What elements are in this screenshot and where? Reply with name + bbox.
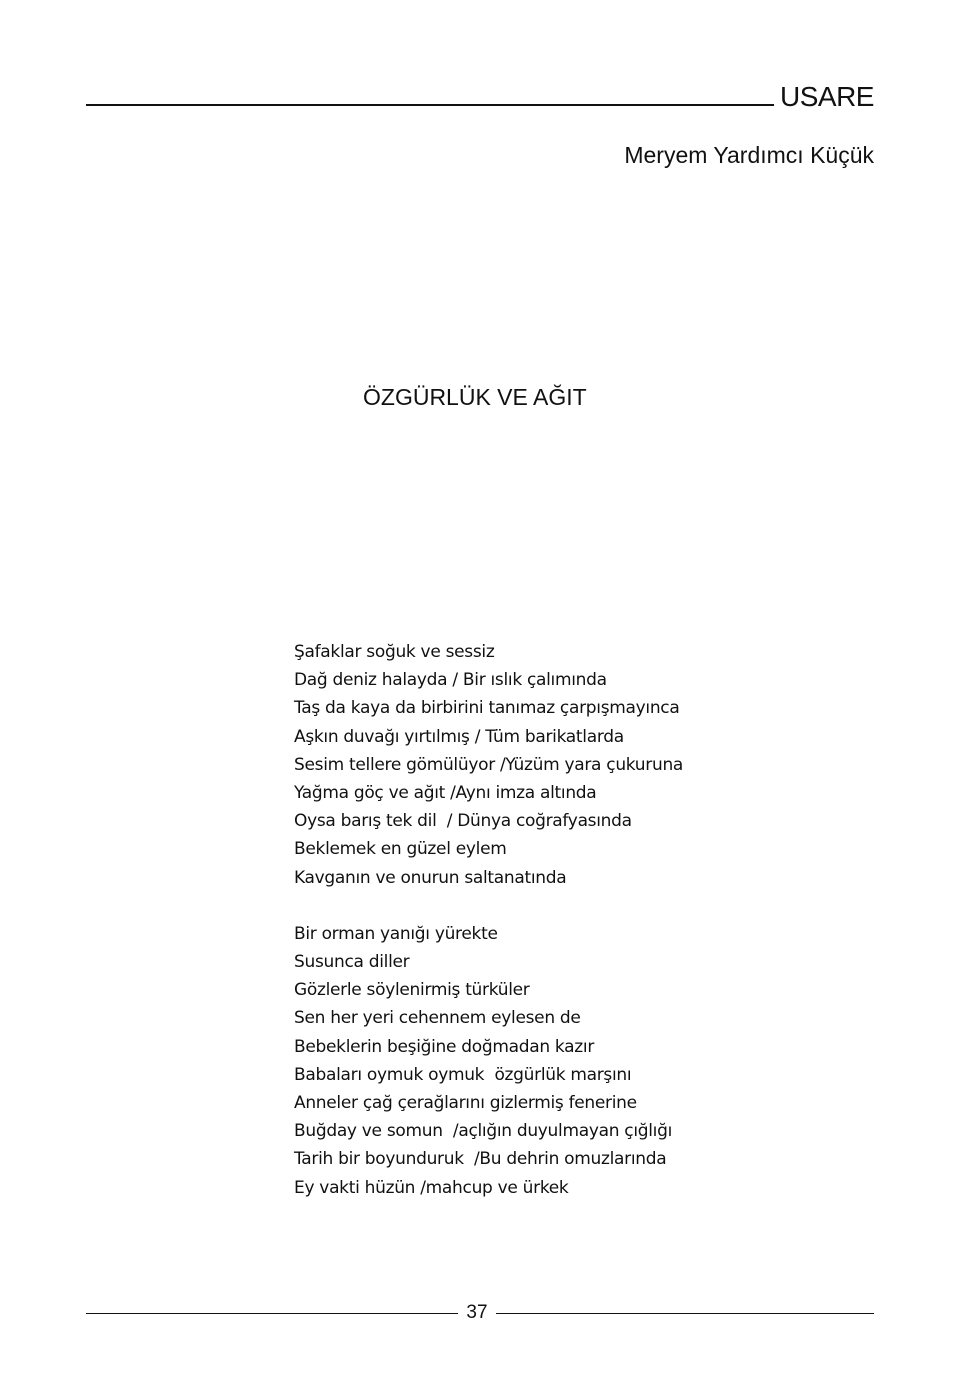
poem-line: Buğday ve somun /açlığın duyulmayan çığlığı [294, 1121, 673, 1142]
footer-rule-right [496, 1313, 874, 1314]
poem-line: Aşkın duvağı yırtılmış / Tüm barikatlarda [294, 726, 624, 747]
journal-name: USARE [780, 81, 874, 112]
poem-line: Taş da kaya da birbirini tanımaz çarpışmayınca [294, 698, 680, 719]
poem-line: Gözlerle söylenirmiş türküler [294, 980, 530, 1001]
stanza-gap [294, 892, 683, 920]
poem-body [294, 638, 683, 1202]
stanza-2 [294, 920, 683, 1202]
poem-line: Sesim tellere gömülüyor /Yüzüm yara çukuruna [294, 754, 684, 775]
poem-line: Anneler çağ çerağlarını gizlermiş fenerine [294, 1093, 637, 1113]
poem-line: Babaları oymuk oymuk özgürlük marşını [294, 1064, 632, 1085]
footer-rule-left [86, 1313, 458, 1314]
poem-line: Tarih bir boyunduruk /Bu dehrin omuzlarında [294, 1149, 667, 1170]
poem-line: Oysa barış tek dil / Dünya coğrafyasında [294, 811, 632, 832]
poem-line: Ey vakti hüzün /mahcup ve ürkek [294, 1177, 569, 1198]
poem-line: Beklemek en güzel eylem [294, 839, 507, 860]
header-rule [86, 104, 774, 106]
poem-line: Yağma göç ve ağıt /Aynı imza altında [294, 782, 597, 803]
poem-line: Kavganın ve onurun saltanatında [294, 867, 567, 888]
poem-line: Şafaklar soğuk ve sessiz [294, 642, 495, 662]
poem-line: Sen her yeri cehennem eylesen de [294, 1008, 581, 1029]
poem-line: Susunca diller [294, 952, 410, 973]
poem-line: Bebeklerin beşiğine doğmadan kazır [294, 1036, 595, 1057]
author-name: Meryem Yardımcı Küçük [624, 142, 874, 168]
page-number: 37 [466, 1302, 488, 1323]
poem-line: Bir orman yanığı yürekte [294, 923, 498, 944]
stanza-1 [294, 638, 683, 892]
poem-title: ÖZGÜRLÜK VE AĞIT [363, 384, 587, 410]
poem-line: Dağ deniz halayda / Bir ıslık çalımında [294, 670, 607, 691]
